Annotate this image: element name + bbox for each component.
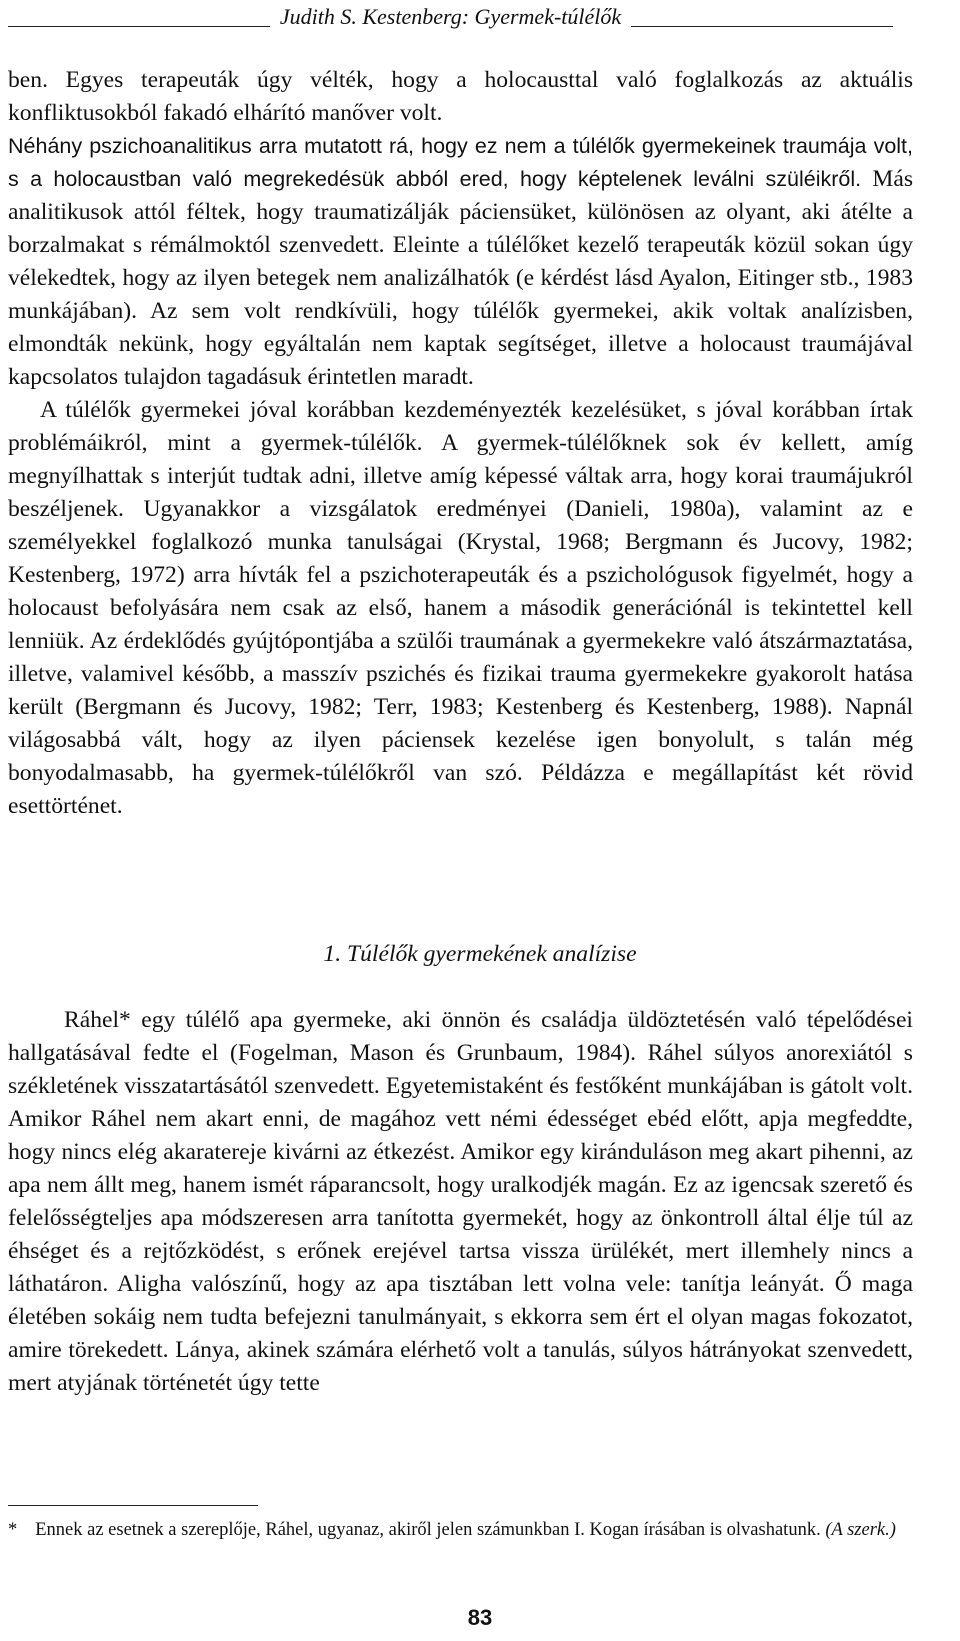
footnote-editor-note: (A szerk.) (825, 1520, 896, 1540)
section-paragraph-1: Ráhel* egy túlélő apa gyermeke, aki önnön és családja üldöztetésén való tépelődései hallgatásával fedte el (Fogelman, Mason és Grunbaum, 1984). Ráhel súlyos anorexiától s székletének visszatartásától szenvedett. Egyetemistaként és festőként munkájában is gátolt volt. Amikor Ráhel nem akart enni, de magához vett némi édességet ebéd előtt, apja megfeddte, hogy nincs elég akaratereje kivárni az étkezést. Amikor egy kiránduláson meg akart pihenni, az apa nem állt meg, hanem ismét ráparancsolt, hogy uralkodjék magán. Ez az igencsak szerető és felelősségteljes apa módszeresen arra tanította gyermekét, hogy az önkontroll által élje túl az éhséget és a rejtőzködést, s erőnek erejével tartsa vissza ürülékét, mert illemhely nincs a láthatáron. Aligha valószínű, hogy az apa tisztában lett volna vele: tanítja leányát. Ő maga életében sokáig nem tudta befejezni tanulmányait, s ekkorra sem ért el olyan magas fokozatot, amire törekedett. Lánya, akinek számára elérhető volt a tanulás, súlyos hátrányokat szenvedett, mert atyjának történetét úgy tette (8, 1007, 913, 1396)
paragraph-1: ben. Egyes terapeuták úgy vélték, hogy a holocausttal való foglalkozás az aktuális konfliktusokból fakadó elhárító manőver volt. (8, 67, 913, 126)
body-text (8, 64, 913, 823)
paragraph-2 (8, 130, 913, 394)
paragraph-2-rest: Más analitikusok attól féltek, hogy traumatizálják páciensüket, különösen az olyant, aki átélte a borzalmakat s rémálmoktól szenvedett. Eleinte a túlélőket kezelő terapeuták közül sokan úgy vélekedtek, hogy az ilyen betegek nem analizálhatók (e kérdést lásd Ayalon, Eitinger stb., 1983 munkájában). Az sem volt rendkívüli, hogy túlélők gyermekei, akik voltak analízisben, elmondták nekünk, hogy egyáltalán nem kaptak segítséget, illetve a holocaust traumájával kapcsolatos tulajdon tagadásuk érintetlen maradt. (8, 166, 914, 390)
running-head (8, 4, 893, 30)
section-text (8, 1004, 913, 1400)
footnote (8, 1518, 913, 1542)
footnote-rule (8, 1505, 258, 1506)
paragraph-3: A túlélők gyermekei jóval korábban kezdeményezték kezelésüket, s jóval korábban írtak problémáikról, mint a gyermek-túlélők. A gyermek-túlélőknek sok év kellett, amíg megnyílhattak s interjút tudtak adni, illetve amíg képessé váltak arra, hogy korai traumájukról beszéljenek. Ugyanakkor a vizsgálatok eredményei (Danieli, 1980a), valamint az e személyekkel foglalkozó munka tanulságai (Krystal, 1968; Bergmann és Jucovy, 1982; Kestenberg, 1972) arra hívták fel a pszichoterapeuták és a pszichológusok figyelmét, hogy a holocaust befolyására nem csak az első, hanem a második generációnál is tekintettel kell lenniük. Az érdeklődés gyújtópontjába a szülői traumának a gyermekekre való átszármaztatása, illetve, valamivel később, a masszív pszichés és fizikai trauma gyermekekre gyakorolt hatása került (Bergmann és Jucovy, 1982; Terr, 1983; Kestenberg és Kestenberg, 1988). Napnál világosabbá vált, hogy az ilyen páciensek kezelése igen bonyolult, s talán még bonyodalmasabb, ha gyermek-túlélőkről van szó. Példázza e megállapítást két rövid esettörténet. (8, 397, 913, 819)
section-heading: 1. Túlélők gyermekének analízise (323, 941, 637, 967)
paragraph-2-sans-segment: Néhány pszichoanalitikus arra mutatott rá, hogy ez nem a túlélők gyermekeinek traumája volt, s a holocaustban való megrekedésük abból ered, hogy képtelenek leválni szüléikről. (8, 134, 913, 191)
running-head-rule-left (8, 8, 270, 27)
footnote-marker: * (8, 1520, 18, 1540)
footnote-text: Ennek az esetnek a szereplője, Ráhel, ugyanaz, akiről jelen számunkban I. Kogan írásában is olvashatunk. (35, 1520, 821, 1540)
page-number: 83 (467, 1605, 493, 1630)
running-head-rule-right (631, 8, 893, 27)
running-head-title: Judith S. Kestenberg: Gyermek-túlélők (279, 4, 622, 29)
